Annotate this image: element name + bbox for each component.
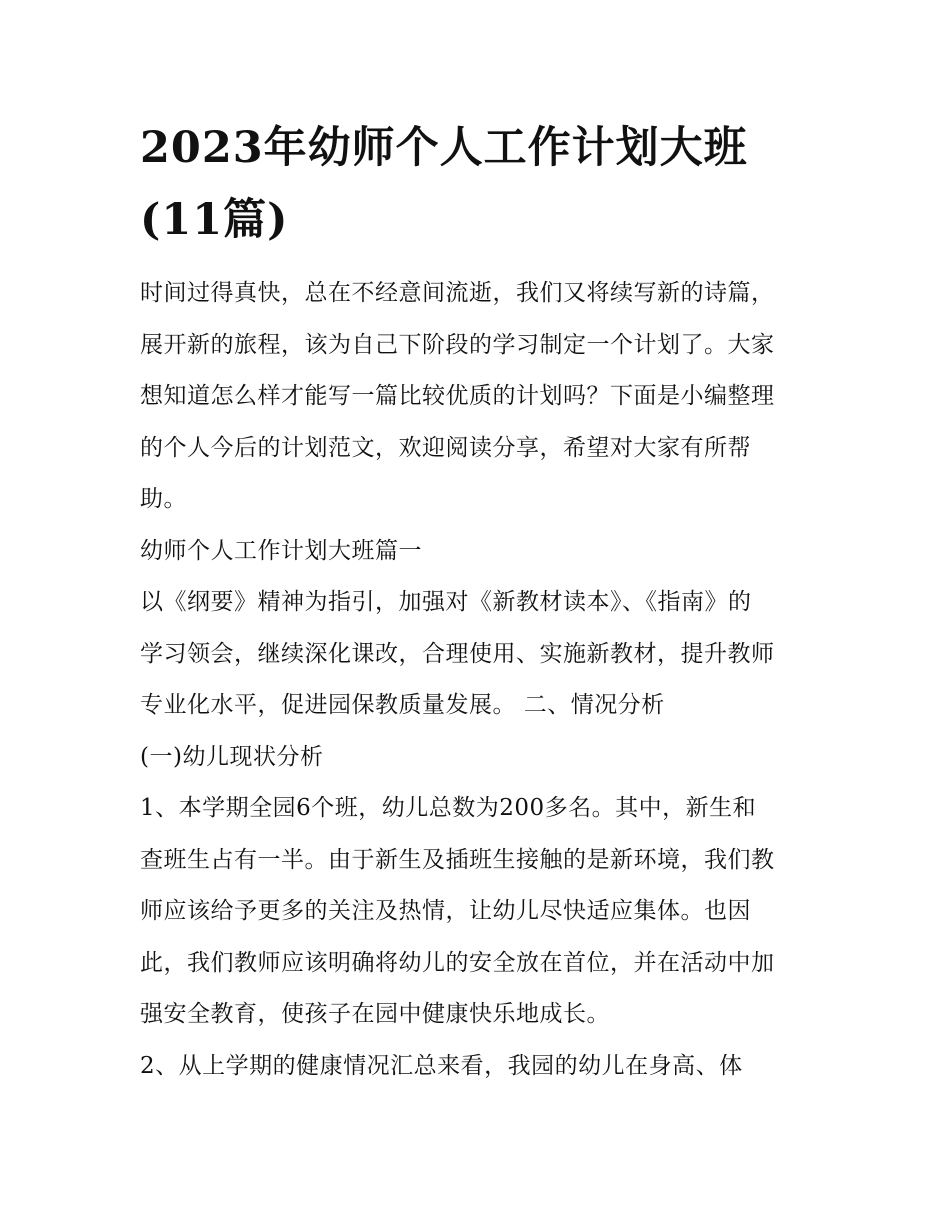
text-line: 1、本学期全园6个班，幼儿总数为200多名。其中，新生和 bbox=[140, 795, 757, 821]
text-line: 想知道怎么样才能写一篇比较优质的计划吗？下面是小编整理 bbox=[140, 383, 775, 409]
text-line: 查班生占有一半。由于新生及插班生接触的是新环境，我们教 bbox=[140, 846, 775, 873]
text-line: 时间过得真快，总在不经意间流逝，我们又将续写新的诗篇， bbox=[140, 280, 775, 306]
paragraph-children-status bbox=[140, 783, 820, 1041]
text-line: 强安全教育，使孩子在园中健康快乐地成长。 bbox=[140, 1001, 610, 1027]
text-line: 师应该给予更多的关注及热情，让幼儿尽快适应集体。也因 bbox=[140, 898, 751, 924]
text-line: 助。 bbox=[140, 486, 187, 512]
text-line: 专业化水平，促进园保教质量发展。 二、情况分析 bbox=[140, 692, 665, 718]
intro-paragraph bbox=[140, 268, 820, 526]
text-line: 的个人今后的计划范文，欢迎阅读分享，希望对大家有所帮 bbox=[140, 434, 751, 461]
title-line: 2023年幼师个人工作计划大班 bbox=[140, 123, 748, 173]
paragraph-guidance bbox=[140, 577, 820, 732]
title-line: (11篇) bbox=[140, 195, 289, 245]
paragraph-health bbox=[140, 1041, 820, 1093]
document-page bbox=[140, 112, 820, 1092]
text-line: 2、从上学期的健康情况汇总来看，我园的幼儿在身高、体 bbox=[140, 1052, 743, 1079]
text-line: 此，我们教师应该明确将幼儿的安全放在首位，并在活动中加 bbox=[140, 949, 775, 976]
text-line: 以《纲要》精神为指引，加强对《新教材读本》、《指南》的 bbox=[140, 589, 752, 615]
sub-heading bbox=[140, 732, 820, 784]
text-line: 学习领会，继续深化课改，合理使用、实施新教材，提升教师 bbox=[140, 640, 775, 667]
document-title bbox=[140, 112, 820, 256]
section-heading bbox=[140, 526, 820, 578]
text-line: 幼师个人工作计划大班篇一 bbox=[140, 537, 422, 564]
text-line: 展开新的旅程，该为自己下阶段的学习制定一个计划了。大家 bbox=[140, 331, 775, 358]
text-line: (一)幼儿现状分析 bbox=[140, 743, 324, 770]
